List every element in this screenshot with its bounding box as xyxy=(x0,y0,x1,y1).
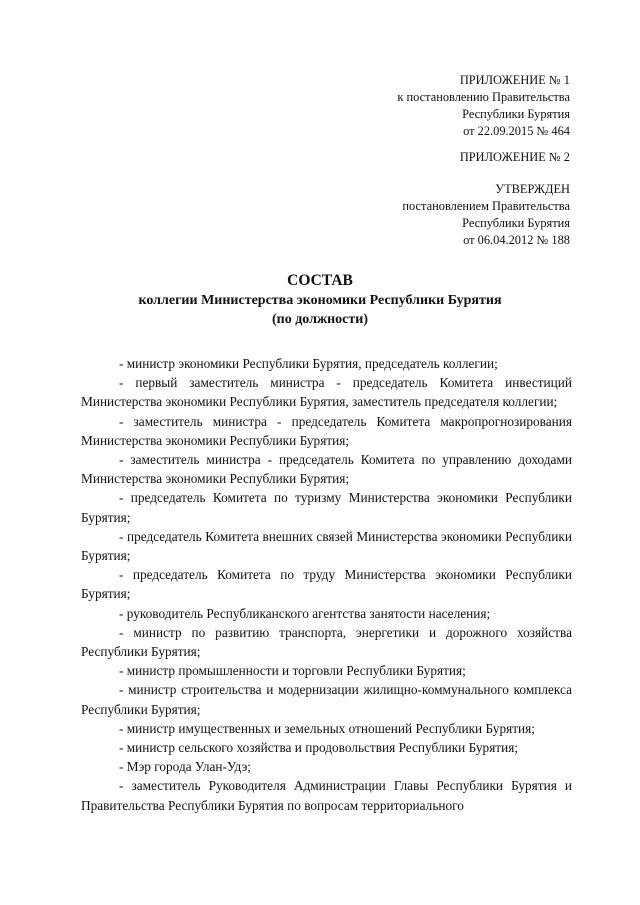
document-title: СОСТАВ xyxy=(287,272,353,289)
annex-2-title: ПРИЛОЖЕНИЕ № 2 xyxy=(459,150,570,164)
list-item: - министр по развитию транспорта, энергетики и дорожного хозяйства Республики Бурятия; xyxy=(81,624,572,660)
list-item: - министр имущественных и земельных отношений Республики Бурятия; xyxy=(119,720,535,736)
annex-1-title: ПРИЛОЖЕНИЕ № 1 xyxy=(459,73,570,87)
list-item: - министр экономики Республики Бурятия, председатель коллегии; xyxy=(119,356,498,371)
list-item: - министр промышленности и торговли Республики Бурятия; xyxy=(119,663,466,679)
approved-line: постановлением Правительства xyxy=(402,199,570,213)
document-note: (по должности) xyxy=(271,312,369,327)
list-item: - министр сельского хозяйства и продовольствия Республики Бурятия; xyxy=(119,740,519,756)
annex-1-date: от 22.09.2015 № 464 xyxy=(463,124,570,138)
annex-1-line: Республики Бурятия xyxy=(462,107,570,121)
list-item: - министр строительства и модернизации жилищно-коммунального комплекса Республики Бурятия; xyxy=(81,682,572,717)
list-item: - председатель Комитета по труду Министерства экономики Республики Бурятия; xyxy=(81,567,572,602)
annex-1-block xyxy=(397,72,570,140)
annex-2-block xyxy=(460,149,570,166)
list-item: - Мэр города Улан-Удэ; xyxy=(119,759,251,775)
list-item: - первый заместитель министра - председатель Комитета инвестиций Министерства экономики Республики Бурятия, заместитель председателя коллегии; xyxy=(81,375,572,410)
members-list xyxy=(81,354,572,815)
list-item: - председатель Комитета по туризму Министерства экономики Республики Бурятия; xyxy=(81,490,572,525)
list-item: - заместитель Руководителя Администрации Главы Республики Бурятия и Правительства Республики Бурятия по вопросам территориального xyxy=(81,778,572,813)
approved-line: Республики Бурятия xyxy=(462,216,570,230)
list-item: - заместитель министра - председатель Комитета макропрогнозирования Министерства экономики Республики Бурятия; xyxy=(81,413,572,448)
approved-title: УТВЕРЖДЕН xyxy=(495,182,570,196)
list-item: - председатель Комитета внешних связей Министерства экономики Республики Бурятия; xyxy=(81,528,572,564)
approved-block xyxy=(402,181,570,249)
list-item: - заместитель министра - председатель Комитета по управлению доходами Министерства экономики Республики Бурятия; xyxy=(81,452,572,487)
approved-date: от 06.04.2012 № 188 xyxy=(463,233,570,247)
annex-1-line: к постановлению Правительства xyxy=(397,90,570,104)
document-subtitle: коллегии Министерства экономики Республики Бурятия xyxy=(138,293,502,308)
list-item: - руководитель Республиканского агентства занятости населения; xyxy=(119,605,491,621)
document-heading xyxy=(0,271,640,329)
